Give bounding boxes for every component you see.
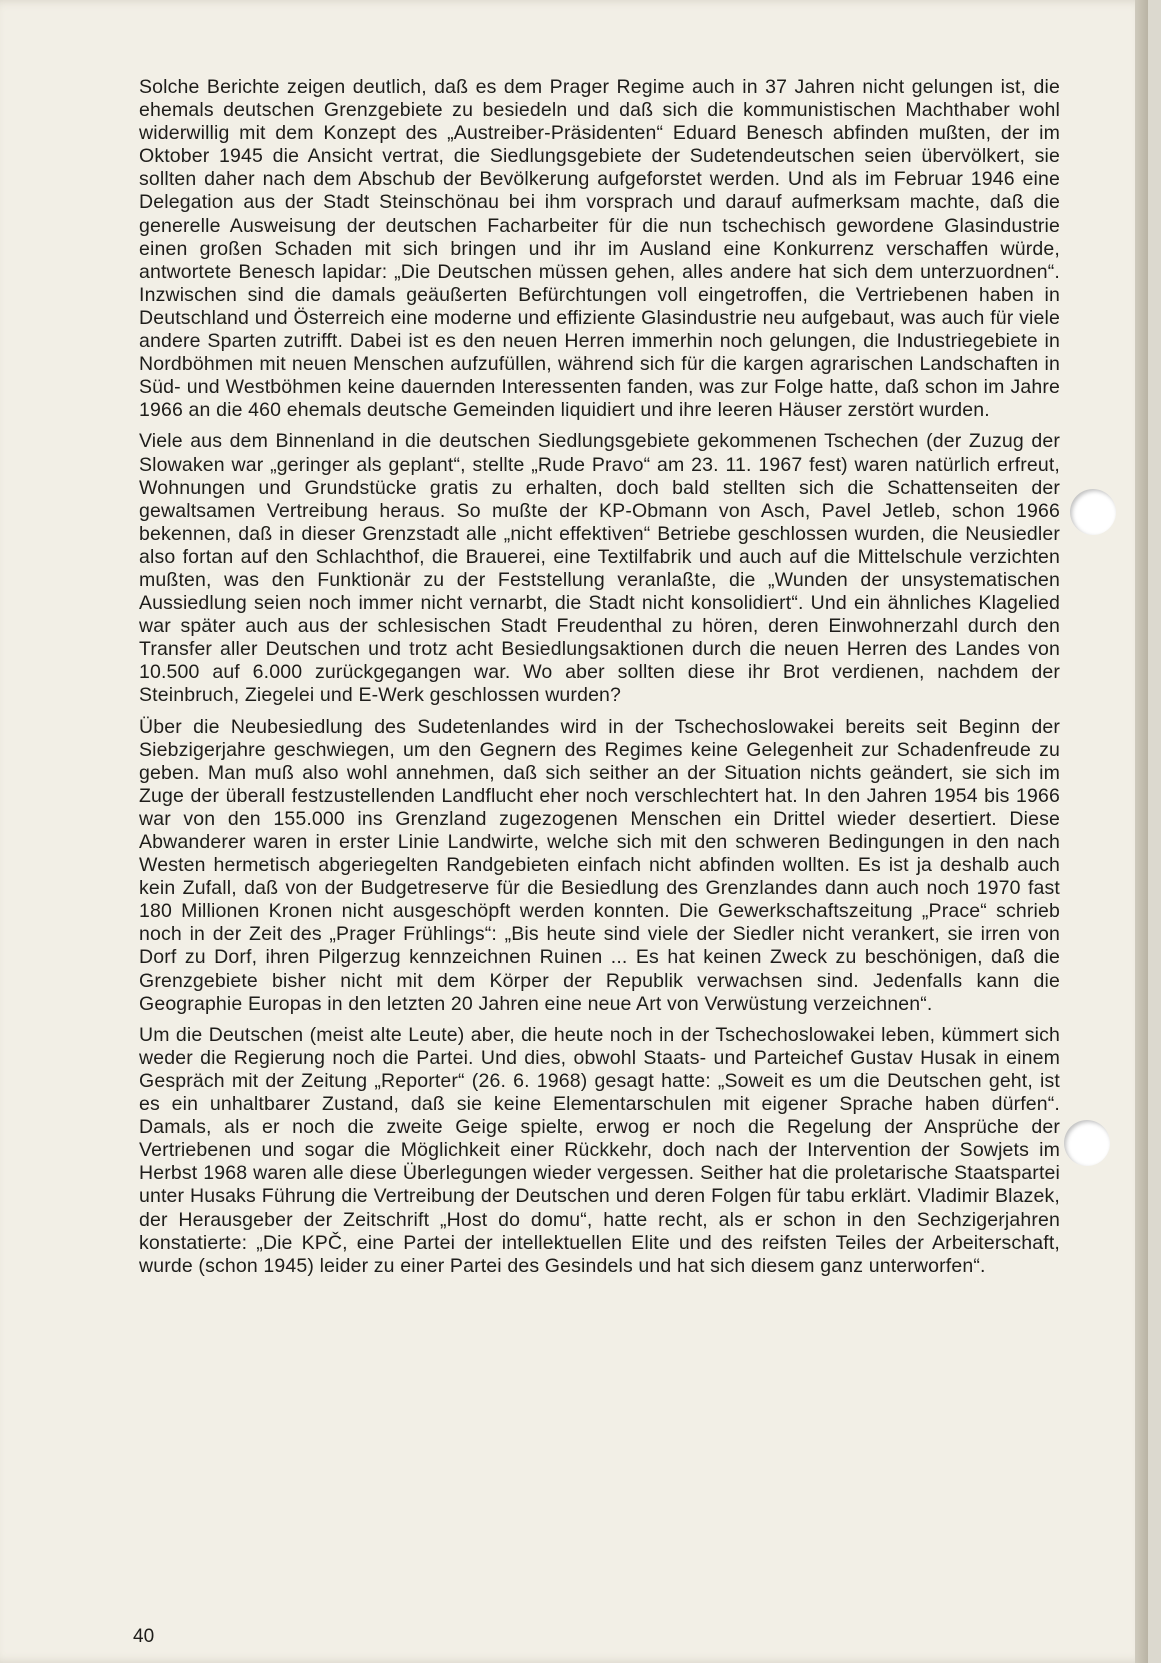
page-number: 40 bbox=[133, 1626, 155, 1647]
paragraph: Um die Deutschen (meist alte Leute) aber, die heute noch in der Tschechoslowakei leben, kümmert sich weder die Regierung noch die Partei. Und dies, obwohl Staats- und Parteichef Gustav Husak in einem Gespräch mit der Zeitung „Reporter“ (26. 6. 1968) gesagt hatte: „Soweit es um die Deutschen geht, ist es ein unhaltbarer Zustand, daß sie keine Elementarschulen mit eigener Sprache haben dürfen“. Damals, als er noch die zweite Geige spielte, erwog er noch die Regelung der Ansprüche der Vertriebenen und sogar die Möglichkeit einer Rückkehr, doch nach der Intervention der Sowjets im Herbst 1968 waren alle diese Überlegungen wieder vergessen. Seither hat die proletarische Staatspartei unter Husaks Führung die Vertreibung der Deutschen und deren Folgen für tabu erklärt. Vladimir Blazek, der Herausgeber der Zeitschrift „Host do domu“, hatte recht, als er schon in den Sechzigerjahren konstatierte: „Die KPČ, eine Partei der intellektuellen Elite und des reifsten Teiles der Arbeiterschaft, wurde (schon 1945) leider zu einer Partei des Gesindels und hat sich diesem ganz unterworfen“. bbox=[139, 1023, 1060, 1277]
paragraph: Über die Neubesiedlung des Sudetenlandes wird in der Tschechoslowakei bereits seit Beginn der Siebzigerjahre geschwiegen, um den Gegnern des Regimes keine Gelegenheit zur Schadenfreude zu geben. Man muß also wohl annehmen, daß sich seither an der Situation nichts geändert, sie sich im Zuge der überall festzustellenden Landflucht eher noch verschlechtert hat. In den Jahren 1954 bis 1966 war von den 155.000 ins Grenzland zugezogenen Menschen ein Drittel wieder desertiert. Diese Abwanderer waren in erster Linie Landwirte, welche sich mit den schweren Bedingungen in den nach Westen hermetisch abgeriegelten Randgebieten einfach nicht abfinden wollten. Es ist ja deshalb auch kein Zufall, daß von der Budgetreserve für die Besiedlung des Grenzlandes dann auch noch 1970 fast 180 Millionen Kronen nicht ausgeschöpft werden konnten. Die Gewerkschaftszeitung „Prace“ schrieb noch in der Zeit des „Prager Frühlings“: „Bis heute sind viele der Siedler nicht verankert, sie irren von Dorf zu Dorf, ihren Pilgerzug kennzeichnen Ruinen ... Es hat keinen Zweck zu beschönigen, daß die Grenzgebiete bisher nicht mit dem Körper der Republik verwachsen sind. Jedenfalls kann die Geographie Europas in den letzten 20 Jahren eine neue Art von Verwüstung verzeichnen“. bbox=[139, 715, 1060, 1015]
punch-hole bbox=[1070, 489, 1116, 535]
page-edge bbox=[1135, 0, 1148, 1663]
paragraph: Viele aus dem Binnenland in die deutschen Siedlungsgebiete gekommenen Tschechen (der Zuzug der Slowaken war „geringer als geplant“, stellte „Rude Pravo“ am 23. 11. 1967 fest) waren natürlich erfreut, Wohnungen und Grundstücke gratis zu erhalten, doch bald stellten sich die Schattenseiten der gewaltsamen Vertreibung heraus. So mußte der KP-Obmann von Asch, Pavel Jetleb, schon 1966 bekennen, daß in dieser Grenzstadt alle „nicht effektiven“ Betriebe geschlossen wurden, die Neusiedler also fortan auf den Schlachthof, die Brauerei, eine Textilfabrik und auch auf die Mittelschule verzichten mußten, was den Funktionär zu der Feststellung veranlaßte, die „Wunden der unsystematischen Aussiedlung seien noch immer nicht vernarbt, die Stadt nicht konsolidiert“. Und ein ähnliches Klagelied war später auch aus der schlesischen Stadt Freudenthal zu hören, deren Einwohnerzahl durch den Transfer aller Deutschen und trotz acht Besiedlungsaktionen durch die neuen Herren des Landes von 10.500 auf 6.000 zurückgegangen war. Wo aber sollten diese ihr Brot verdienen, nachdem der Steinbruch, Ziegelei und E-Werk geschlossen wurden? bbox=[139, 430, 1060, 707]
punch-hole bbox=[1064, 1120, 1110, 1166]
paragraph: Solche Berichte zeigen deutlich, daß es dem Prager Regime auch in 37 Jahren nicht gelungen ist, die ehemals deutschen Grenzgebiete zu besiedeln und daß sich die kommunistischen Machthaber wohl widerwillig mit dem Konzept des „Austreiber-Präsidenten“ Eduard Benesch abfinden mußten, der im Oktober 1945 die Ansicht vertrat, die Siedlungsgebiete der Sudetendeutschen seien übervölkert, sie sollten daher nach dem Abschub der Bevölkerung aufgeforstet werden. Und als im Februar 1946 eine Delegation aus der Stadt Steinschönau bei ihm vorsprach und darauf aufmerksam machte, daß die generelle Ausweisung der deutschen Facharbeiter für die nun tschechisch gewordene Glasindustrie einen großen Schaden mit sich bringen und ihr im Ausland eine Konkurrenz verschaffen würde, antwortete Benesch lapidar: „Die Deutschen müssen gehen, alles andere hat sich dem unterzuordnen“. Inzwischen sind die damals geäußerten Befürchtungen voll eingetroffen, die Vertriebenen haben in Deutschland und Österreich eine moderne und effiziente Glasindustrie neu aufgebaut, was auch für viele andere Sparten zutrifft. Dabei ist es den neuen Herren immerhin noch gelungen, die Industriegebiete in Nordböhmen mit neuen Menschen aufzufüllen, während sich für die kargen agrarischen Landschaften in Süd- und Westböhmen keine dauernden Interessenten fanden, was zur Folge hatte, daß schon im Jahre 1966 an die 460 ehemals deutsche Gemeinden liquidiert und ihre leeren Häuser zerstört wurden. bbox=[139, 76, 1060, 422]
body-text bbox=[139, 76, 1060, 1286]
